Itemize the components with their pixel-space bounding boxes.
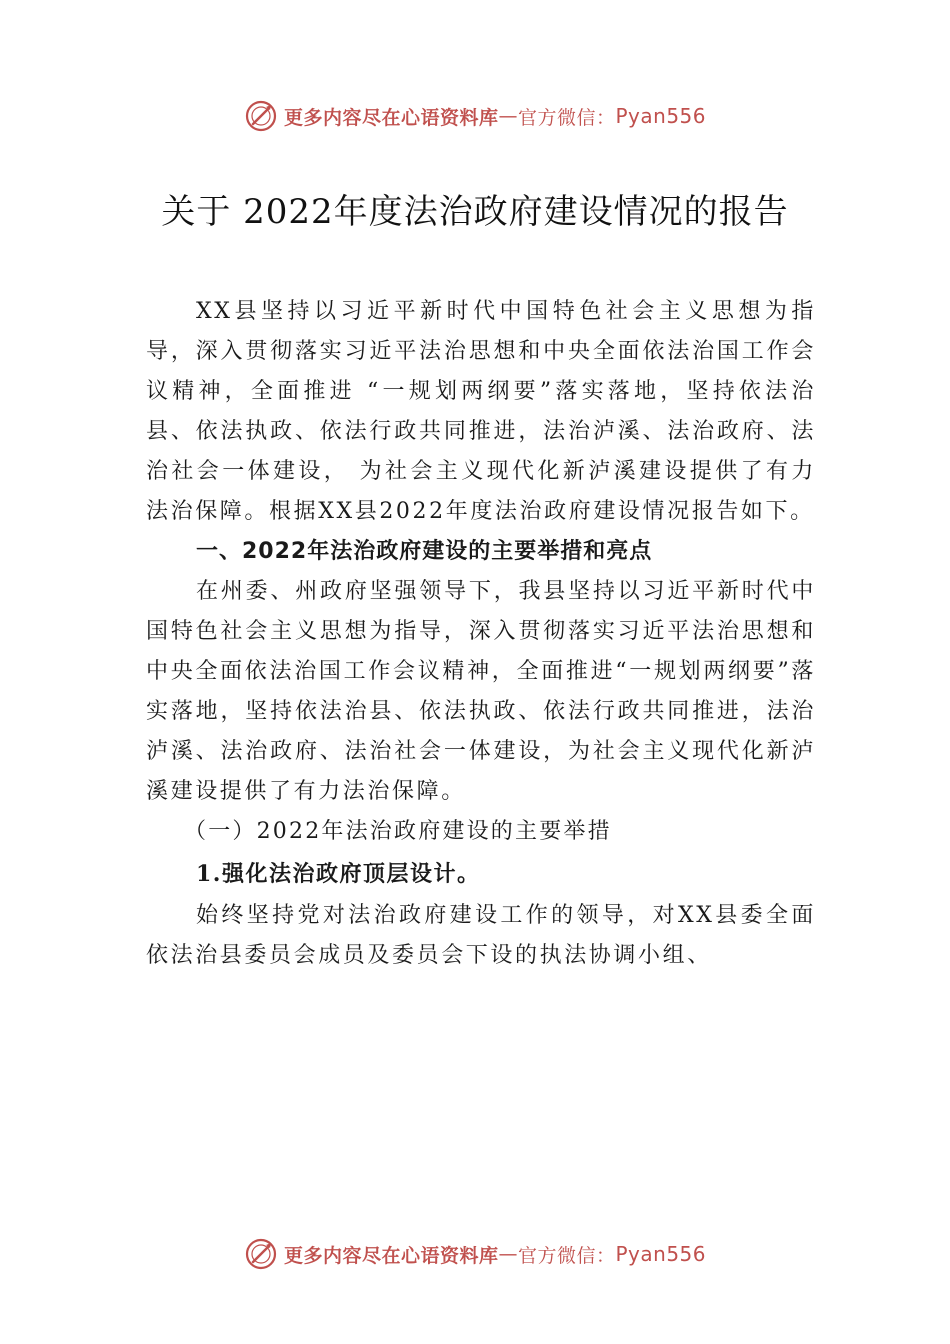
banner-brand-text: 更多内容尽在心语资料库 — [283, 1244, 499, 1267]
banner-wechat-id: Pyan556 — [615, 104, 707, 128]
section-paragraph: 在州委、州政府坚强领导下，我县坚持以习近平新时代中国特色社会主义思想为指导，深入贯彻落实习近平法治思想和中央全面依法治国工作会议精神，全面推进“一规划两纲要”落实落地，坚持依法治县、依法执政、依法行政共同推进，法治泸溪、法治政府、法治社会一体建设，为社会主义现代化新泸溪建设提供了有力法治保障。 — [146, 579, 816, 804]
document-title: 关于 2022年度法治政府建设情况的报告 — [161, 192, 789, 232]
banner-wechat-label: 官方微信： — [517, 106, 616, 129]
banner-wechat-id: Pyan556 — [615, 1242, 707, 1266]
item-heading: 1.强化法治政府顶层设计。 — [196, 861, 481, 887]
item-paragraph: 始终坚持党对法治政府建设工作的领导，对XX县委全面依法治县委员会成员及委员会下设的执法协调小组、 — [146, 903, 816, 968]
subsection-heading: （一）2022年法治政府建设的主要举措 — [184, 819, 612, 844]
document-body — [146, 292, 816, 976]
banner-brand-text: 更多内容尽在心语资料库 — [283, 106, 499, 129]
banner-separator: — — [498, 105, 518, 127]
intro-paragraph: XX县坚持以习近平新时代中国特色社会主义思想为指导，深入贯彻落实习近平法治思想和中央全面依法治国工作会议精神，全面推进 “一规划两纲要”落实落地，坚持依法治县、依法执政、依法行政共同推进，法治泸溪、法治政府、法治社会一体建设， 为社会主义现代化新泸溪建设提供了有力法治保障。根据XX县2022年度法治政府建设情况报告如下。 — [146, 299, 816, 524]
footer-banner — [0, 1234, 950, 1274]
brand-logo-icon — [244, 1237, 278, 1271]
header-banner — [0, 96, 950, 136]
section-heading: 一、2022年法治政府建设的主要举措和亮点 — [196, 539, 653, 564]
banner-wechat-label: 官方微信： — [517, 1244, 616, 1267]
banner-separator: — — [498, 1243, 518, 1265]
brand-logo-icon — [244, 99, 278, 133]
